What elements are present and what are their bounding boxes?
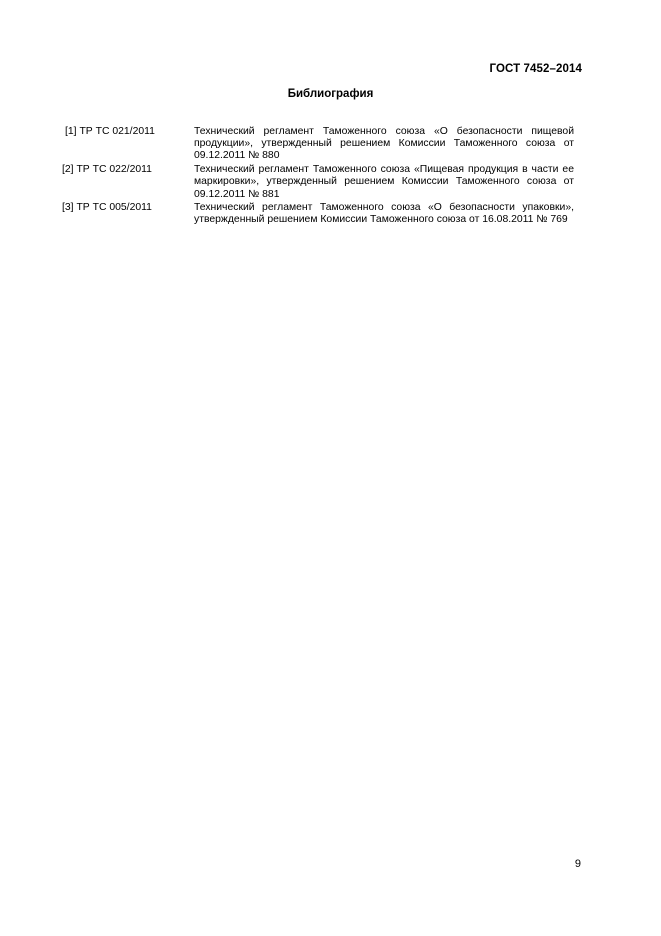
bibliography-ref: [2] ТР ТС 022/2011 [62,164,152,176]
bibliography-title: Библиография [287,88,374,100]
page-number: 9 [574,858,581,870]
bibliography-entry [62,164,574,201]
bibliography-entry [62,202,574,226]
bibliography-ref: [1] ТР ТС 021/2011 [65,126,155,137]
document-code: ГОСТ 7452–2014 [489,63,582,75]
bibliography-text: Технический регламент Таможенного союза «О безопасности упаковки», утвержденный решением Комиссии Таможенного союза от 16.08.2011 № 769 [194,202,574,226]
bibliography-text: Технический регламент Таможенного союза «О безопасности пищевой продукции», утвержденный решением Комиссии Таможенного союза от 09.12.2011 № 880 [194,126,574,162]
bibliography-text: Технический регламент Таможенного союза «Пищевая продукция в части ее маркировки», утвержденный решением Комиссии Таможенного союза от 09.12.2011 № 881 [194,164,574,200]
bibliography-ref: [3] ТР ТС 005/2011 [62,202,152,214]
bibliography-entry [62,126,574,163]
bibliography-list [62,126,574,228]
